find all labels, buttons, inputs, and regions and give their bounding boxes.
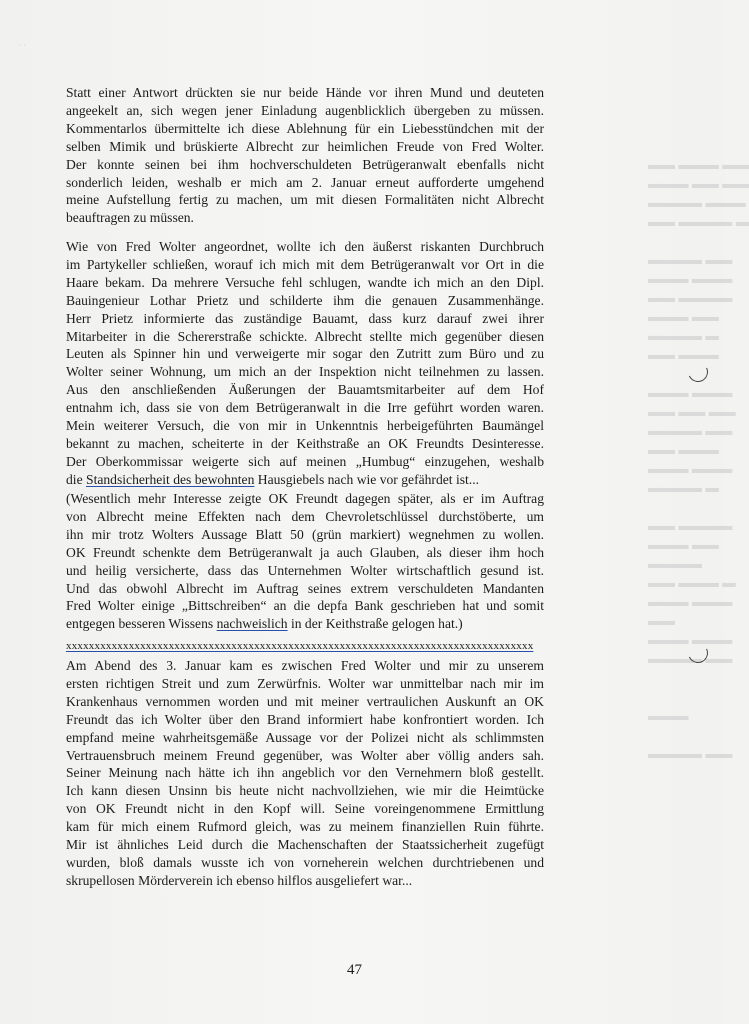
paper-specks: · · — [18, 40, 27, 50]
text-line: wurden, bloß damals wusste ich von vorneherein welchen durchtriebenen und — [66, 854, 544, 870]
text-line: Wolter seiner Wohnung, um mich an der Inspektion nicht teilnehmen zu lassen. — [66, 364, 544, 380]
text-line: Mitarbeiter in die Schererstraße schickte. Albrecht stellte mich gegenüber diesen — [66, 328, 544, 344]
text-line — [66, 615, 544, 633]
text-line: entnahm ich, dass sie von dem Betrügeranwalt in die Irre geführt worden waren. — [66, 400, 544, 416]
text-line: ihn mir trotz Wolters Aussage Blatt 50 (grün markiert) wegnehmen zu wollen. — [66, 526, 544, 542]
text-line: meine Aufstellung fertig zu machen, um mit diesen Formalitäten nicht Albrecht — [66, 192, 544, 208]
text-line: bekannt zu machen, scheiterte in der Keithstraße an OK Freundts Desinteresse. — [66, 435, 544, 451]
text-line: Vertrauensbruch meinem Freund gegenüber, was Wolter aber völlig anders sah. — [66, 747, 544, 763]
text-line: Mir ist ähnliches Leid durch die Machenschaften der Staatssicherheit zugefügt — [66, 837, 544, 853]
paragraph-3 — [66, 490, 544, 633]
page-number: 47 — [347, 962, 362, 978]
text-line: Freundt das ich Wolter über den Brand informiert habe konfrontiert worden. Ich — [66, 711, 544, 727]
paragraph-1 — [66, 84, 544, 227]
text-line: Herr Prietz informierte das zuständige Bauamt, dass kurz darauf zwei ihrer — [66, 310, 544, 326]
text-line: Wie von Fred Wolter angeordnet, wollte ich den äußerst riskanten Durchbruch — [66, 239, 544, 254]
text-line: angeekelt an, sich wegen jener Einladung augenblicklich übergeben zu müssen. — [66, 102, 544, 118]
text-line: Leuten als Spinner hin und verweigerte mir sogar den Zutritt zum Büro und zu — [66, 346, 544, 362]
text-fragment: in der Keithstraße gelogen hat.) — [287, 616, 463, 632]
text-line: Bauingenieur Lothar Prietz und schilderte ihm die genauen Zusammenhänge. — [66, 292, 544, 308]
underlined-phrase: nachweislich — [216, 616, 288, 632]
text-line: Ich kann diesen Unsinn bis heute nicht nachvollziehen, wie mir die Heimtücke — [66, 783, 544, 799]
text-line: Haare bekam. Da mehrere Versuche fehl schlugen, wandte ich mich an den Dipl. — [66, 274, 544, 290]
text-line: Fred Wolter einige „Bittschreiben“ an die depfa Bank geschrieben hat und somit — [66, 598, 544, 614]
text-line: Und das obwohl Albrecht im Auftrag seines extrem verschuldeten Mandanten — [66, 580, 544, 596]
text-line: Aus den anschließenden Äußerungen der Bauamtsmitarbeiter auf dem Hof — [66, 382, 544, 398]
bleed-through-text: ▬▬ ▬▬▬ ▬▬ ▬▬▬ ▬▬ ▬▬ ▬▬▬▬ ▬▬▬ ▬▬ ▬▬▬▬ ▬ ▬▬▬▬ ▬▬ ▬▬▬ ▬▬▬ ▬▬ ▬▬▬▬ ▬▬▬ ▬▬ ▬▬▬▬ ▬ ▬▬ ▬▬▬ ▬▬▬ ▬▬▬ ▬▬ ▬▬ ▬▬ ▬▬▬▬ ▬▬ ▬▬ ▬▬▬ ▬▬▬ ▬▬▬ ▬▬▬▬ ▬ ▬▬ ▬▬▬▬ ▬▬▬ ▬▬ ▬▬▬▬ ▬▬ ▬▬▬ ▬ ▬▬▬ ▬▬▬ ▬▬ ▬▬▬ ▬▬▬ ▬▬▬▬ ▬▬ ▬▬▬ ▬▬▬▬ ▬▬ — [648, 157, 749, 761]
text-line: beauftragen zu müssen. — [66, 210, 194, 226]
text-line: selben Mimik und brüskierte Albrecht zur heimlichen Freude von Fred Wolter. — [66, 138, 544, 154]
text-line — [66, 471, 544, 489]
text-line: empfand meine wahrheitsgemäße Aussage vor der Polizei nicht als schlimmsten — [66, 729, 544, 745]
text-line: Am Abend des 3. Januar kam es zwischen Fred Wolter und mir zu unserem — [66, 658, 544, 673]
text-line: Mein weiterer Versuch, die von mir in Unkenntnis herbeigeführten Baumängel — [66, 418, 544, 434]
text-fragment: Hausgiebels nach wie vor gefährdet ist... — [254, 471, 479, 487]
text-line: (Wesentlich mehr Interesse zeigte OK Freundt dagegen später, als er im Auftrag — [66, 491, 544, 506]
text-line: OK Freundt schenkte dem Betrügeranwalt ja auch Glauben, als dieser ihm hoch — [66, 544, 544, 560]
text-line: Seiner Meinung nach hätte ich ihn angeblich vor den Vernehmern bloß gestellt. — [66, 765, 544, 781]
paragraph-4 — [66, 657, 544, 890]
text-line: Der konnte seinen bei ihm hochverschuldeten Betrügeranwalt ebenfalls nicht — [66, 156, 544, 172]
text-line: Krankenhaus vernommen worden und mit meiner vertraulichen Auskunft an OK — [66, 693, 544, 709]
text-line: kam für mich einem Rufmord gleich, was zu meinem finanziellen Ruin führte. — [66, 819, 544, 835]
text-line: ersten richtigen Streit und zum Zerwürfnis. Wolter war unmittelbar nach mir im — [66, 675, 544, 691]
text-line: Der Oberkommissar weigerte sich auf meinen „Humbug“ einzugehen, weshalb — [66, 453, 544, 469]
paragraph-2 — [66, 238, 544, 489]
text-line: von Albrecht meine Effekten nach dem Chevroletschlüssel durchstöberte, um — [66, 508, 544, 524]
text-line: Statt einer Antwort drückten sie nur beide Hände vor ihren Mund und deuteten — [66, 85, 544, 100]
text-line: sonderlich leiden, weshalb er mich am 2. Januar erneut aufforderte umgehend — [66, 174, 544, 190]
text-line: im Partykeller schließen, worauf ich mich mit dem Betrügeranwalt vor Ort in die — [66, 256, 544, 272]
text-line: und heilig versicherte, dass das Unternehmen Wolter wirtschaftlich gesund ist. — [66, 562, 544, 578]
text-line: von OK Freundt nicht in den Kopf will. Seine voreingenommene Ermittlung — [66, 801, 544, 817]
text-line: Kommentarlos übermittelte ich diese Ablehnung für ein Liebesstündchen mit der — [66, 120, 544, 136]
separator-line: xxxxxxxxxxxxxxxxxxxxxxxxxxxxxxxxxxxxxxxxxxxxxxxxxxxxxxxxxxxxxxxxxxxxxxxxxxxxxxxxxx — [66, 640, 534, 652]
text-fragment: die — [66, 471, 87, 487]
text-fragment: entgegen besseren Wissens — [66, 616, 217, 632]
underlined-phrase: Standsicherheit des bewohnten — [86, 471, 255, 487]
text-line: skrupellosen Mörderverein ich ebenso hilflos ausgeliefert war... — [66, 872, 413, 888]
